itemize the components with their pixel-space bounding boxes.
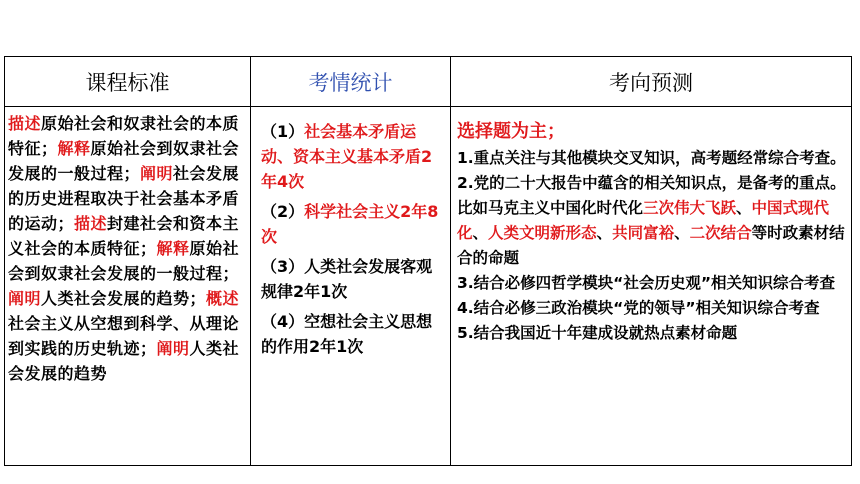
std-seg: 概述 (206, 289, 240, 308)
stats-black: 人类社会发展客观规律2年1次 (261, 257, 433, 301)
stats-item (261, 309, 446, 359)
standard-text (5, 107, 250, 386)
p2-seg: 二次结合 (689, 224, 752, 242)
std-seg: 解释 (156, 239, 190, 258)
stats-num: （3） (261, 257, 305, 276)
stats-item (261, 199, 446, 249)
stats-black: 空想社会主义思想的作用2年1次 (261, 312, 433, 356)
header-prediction: 考向预测 (451, 57, 851, 107)
stats-list (251, 107, 450, 359)
prediction-item-2 (457, 171, 847, 271)
std-seg: 原始社会到奴隶社会发展的一般过程； (8, 139, 240, 183)
standard-paragraph (8, 111, 246, 386)
p2-seg: 、 (674, 224, 690, 242)
prediction-item-5: 5.结合我国近十年建成设就热点素材命题 (457, 324, 738, 342)
stats-num: （1） (261, 122, 305, 141)
std-seg: 描述 (74, 214, 108, 233)
std-seg: 封建社会和资本主义社会的本质特征； (8, 214, 240, 258)
std-seg: 社会主义从空想到科学、从理论到实践的历史轨迹； (8, 314, 240, 358)
prediction-item-1: 1.重点关注与其他模块交叉知识，高考题经常综合考查。 (457, 149, 846, 167)
std-seg: 阐明 (8, 289, 42, 308)
std-seg: 描述 (8, 114, 42, 133)
p2-seg: 等时政素材结合的命题 (457, 224, 845, 267)
p2-seg: 共同富裕 (612, 224, 675, 242)
stats-red: 社会基本矛盾运动、资本主义基本矛盾2年4次 (261, 122, 433, 191)
p2-seg: 、 (596, 224, 613, 242)
std-seg: 人类社会发展的趋势 (8, 339, 240, 383)
p2-seg: 人类文明新形态 (488, 224, 597, 242)
std-seg: 原始社会到奴隶社会发展的一般过程； (8, 239, 240, 283)
std-seg: 原始社会和奴隶社会的本质特征； (8, 114, 240, 158)
p2-seg: 三次伟大飞跃 (643, 199, 737, 217)
std-seg: 人类社会发展的趋势； (41, 289, 207, 308)
stats-item (261, 119, 446, 194)
prediction-item-4: 4.结合必修三政治模块“党的领导”相关知识综合考查 (457, 299, 820, 317)
header-stats: 考情统计 (251, 57, 450, 107)
stats-column (251, 57, 451, 465)
p2-seg: 中国式现代化 (457, 199, 830, 242)
p2-seg: 2.党的二十大报告中蕴含的相关知识点，是备考的重点。比如马克主义中国化时代化 (457, 174, 846, 217)
prediction-column (451, 57, 851, 465)
stats-item (261, 254, 446, 304)
p2-seg: 、 (736, 199, 752, 217)
stats-num: （2） (261, 202, 305, 221)
stats-num: （4） (261, 312, 305, 331)
prediction-title: 选择题为主； (457, 121, 565, 142)
prediction-list (451, 107, 851, 346)
stats-red: 科学社会主义2年8次 (261, 202, 439, 246)
std-seg: 阐明 (156, 339, 190, 358)
std-seg: 解释 (57, 139, 91, 158)
std-seg: 阐明 (140, 164, 174, 183)
prediction-item-3: 3.结合必修四哲学模块“社会历史观”相关知识综合考查 (457, 274, 836, 292)
std-seg: 社会发展的历史进程取决于社会基本矛盾的运动； (8, 164, 240, 233)
header-standard: 课程标准 (5, 57, 250, 107)
course-table (4, 56, 852, 466)
p2-seg: 、 (472, 224, 489, 242)
standard-column (5, 57, 251, 465)
